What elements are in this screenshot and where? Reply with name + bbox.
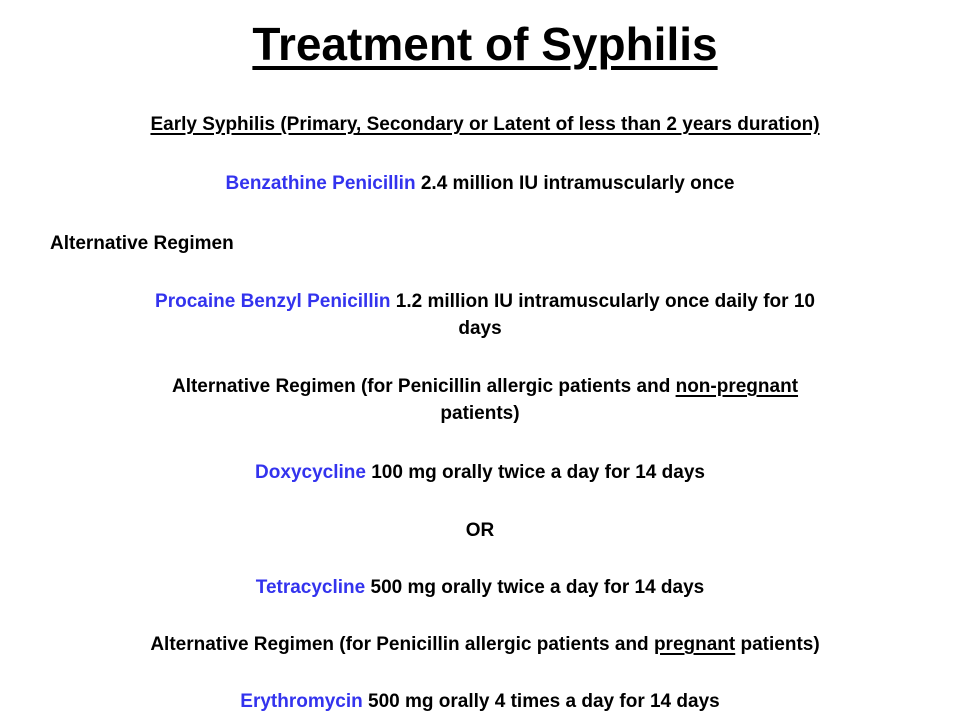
dose-text: 500 mg orally twice a day for 14 days xyxy=(365,577,705,598)
alternative-regimen-1-line-cont: days xyxy=(458,318,502,339)
drug-doxycycline: Doxycycline xyxy=(255,462,366,483)
drug-tetracycline: Tetracycline xyxy=(255,577,366,598)
dose-text: 2.4 million IU intramuscularly once xyxy=(415,173,735,194)
alternative-regimen-heading: Alternative Regimen xyxy=(50,233,234,254)
non-pregnant-emphasis: non-pregnant xyxy=(675,376,799,397)
erythromycin-line xyxy=(0,690,960,714)
slide-title: Treatment of Syphilis xyxy=(252,18,718,70)
heading-suffix: patients) xyxy=(735,634,820,655)
heading-prefix: Alternative Regimen (for Penicillin allergic patients and xyxy=(171,376,676,397)
early-syphilis-heading-text: Early Syphilis (Primary, Secondary or Latent of less than 2 years duration) xyxy=(150,114,820,135)
doxycycline-line xyxy=(0,461,960,485)
tetracycline-line xyxy=(0,576,960,600)
dose-text: 100 mg orally twice a day for 14 days xyxy=(365,462,705,483)
drug-benzathine-penicillin: Benzathine Penicillin xyxy=(225,173,416,194)
early-syphilis-heading xyxy=(5,113,960,137)
first-line-treatment xyxy=(0,172,960,196)
heading-prefix: Alternative Regimen (for Penicillin allergic patients and xyxy=(150,634,654,655)
alternative-regimen-nonpregnant-heading xyxy=(5,375,960,399)
alternative-regimen-pregnant-heading xyxy=(5,633,960,657)
dose-text: 1.2 million IU intramuscularly once daily for 10 xyxy=(390,291,815,312)
drug-procaine-benzyl-penicillin: Procaine Benzyl Penicillin xyxy=(155,291,391,312)
dose-text: 500 mg orally 4 times a day for 14 days xyxy=(362,691,720,712)
alternative-regimen-nonpregnant-heading-cont: patients) xyxy=(440,403,520,424)
pregnant-emphasis: pregnant xyxy=(653,634,736,655)
or-separator: OR xyxy=(465,520,495,541)
drug-erythromycin: Erythromycin xyxy=(240,691,363,712)
alternative-regimen-1-line xyxy=(5,290,960,314)
